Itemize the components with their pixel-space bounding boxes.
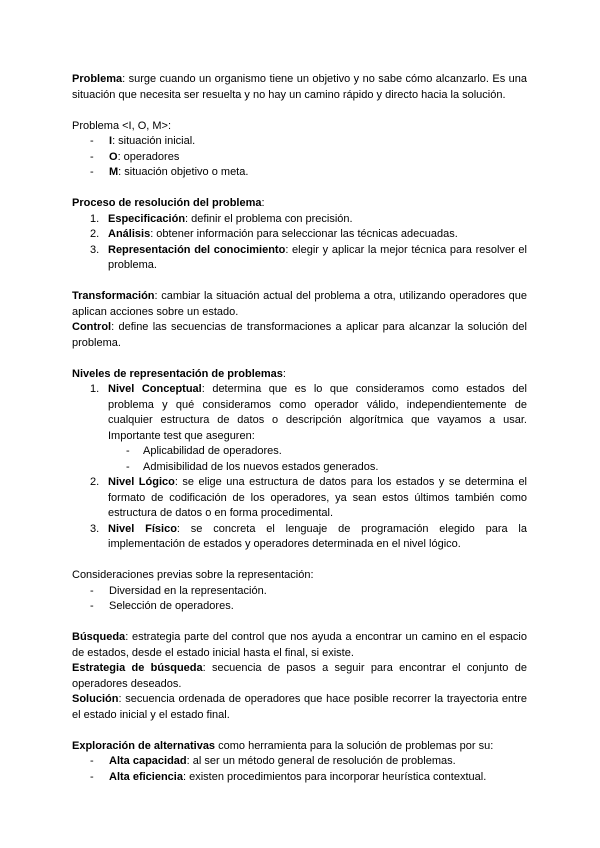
list-item: 3. Representación del conocimiento: elegir y aplicar la mejor técnica para resolver el problema. [90,243,527,271]
control-definition: Control: define las secuencias de transformaciones a aplicar para alcanzar la solución del problema. [72,321,527,349]
dash-bullet: - [90,755,94,767]
number-marker: 1. [90,212,100,225]
dash-bullet: - [90,150,94,163]
term: Problema [72,73,123,85]
dash-bullet: - [90,584,94,597]
transformacion-definition: Transformación: cambiar la situación actual del problema a otra, utilizando operadores que aplican acciones sobre un estado. [72,290,527,318]
consideraciones-list [72,584,527,615]
list-item: - Selección de operadores. [72,599,527,615]
exploracion-heading: Exploración de alternativas como herramienta para la solución de problemas por su: [72,739,494,752]
list-item: - Aplicabilidad de operadores. [108,444,527,460]
solucion-definition: Solución: secuencia ordenada de operadores que hace posible recorrer la trayectoria entre el estado inicial y el estado final. [72,693,527,721]
dash-bullet: - [126,460,130,473]
list-item: 3. Nivel Físico: se concreta el lenguaje de programación elegido para la implementación de estados y operadores determinada en el nivel lógico. [90,522,527,550]
dash-bullet: - [126,445,130,457]
exploracion-list [72,754,527,785]
problema-tuple-heading: Problema <I, O, M>: [72,119,172,132]
number-marker: 3. [90,522,100,535]
estrategia-definition: Estrategia de búsqueda: secuencia de pasos a seguir para encontrar el conjunto de operadores deseados. [72,662,527,690]
number-marker: 3. [90,243,100,256]
list-item: - O: operadores [72,150,527,166]
number-marker: 2. [90,228,100,240]
list-item: - Alta eficiencia: existen procedimientos para incorporar heurística contextual. [72,770,527,786]
document-page [72,72,527,785]
number-marker: 1. [90,383,100,395]
list-item: - Diversidad en la representación. [72,584,527,600]
list-item: 2. Análisis: obtener información para seleccionar las técnicas adecuadas. [72,227,527,243]
nested-list [108,444,527,475]
dash-bullet: - [90,135,94,147]
number-marker: 2. [90,476,100,488]
list-item: 1. Especificación: definir el problema con precisión. [72,212,527,228]
list-item: - M: situación objetivo o meta. [72,165,527,181]
problema-definition: Problema: surge cuando un organismo tiene un objetivo y no sabe cómo alcanzarlo. Es una situación que necesita ser resuelta y no hay un camino rápido y directo hacia la solución. [72,73,527,101]
list-item: - Admisibilidad de los nuevos estados generados. [108,460,527,476]
dash-bullet: - [90,770,94,783]
list-item: 1. Nivel Conceptual: determina que es lo que consideramos como estados del problema y qué consideramos como operador válido, independientemente de cualquier estructura de datos o descripción algorítmica que vayamos a usar. Importante test que aseguren: - Aplicabilidad de operadores. - Admisibilidad de los nuevos estados generados. [72,382,527,475]
consideraciones-heading: Consideraciones previas sobre la representación: [72,569,314,581]
list-item: - I: situación inicial. [72,134,527,150]
proceso-list [72,212,527,274]
list-item: - Alta capacidad: al ser un método general de resolución de problemas. [72,754,527,770]
list-item: 2. Nivel Lógico: se elige una estructura de datos para los estados y se determina el formato de codificación de los operadores, ya sean estos últimos también como estructura de datos o en forma procedimental. [90,476,527,519]
niveles-heading: Niveles de representación de problemas: [72,367,286,380]
busqueda-definition: Búsqueda: estrategia parte del control que nos ayuda a encontrar un camino en el espacio de estados, desde el estado inicial hasta el final, si existe. [72,631,527,659]
dash-bullet: - [90,166,94,178]
proceso-heading: Proceso de resolución del problema: [72,197,265,209]
niveles-list [72,382,527,553]
problema-tuple-list [72,134,527,181]
dash-bullet: - [90,600,94,612]
